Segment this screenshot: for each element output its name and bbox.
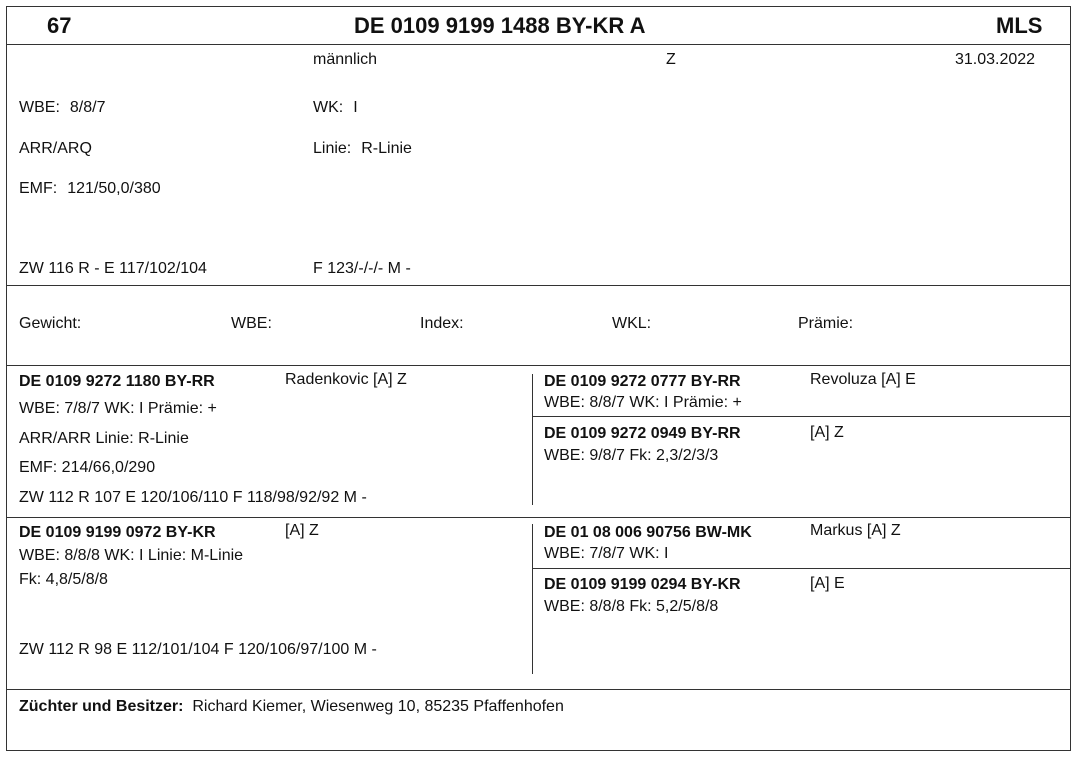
section-divider-1 [6, 285, 1071, 286]
dam-name: [A] Z [285, 522, 319, 539]
animal-id: DE 0109 9199 1488 BY-KR A [354, 13, 646, 38]
catalog-number: 67 [47, 13, 72, 38]
breed-code: MLS [996, 13, 1043, 38]
sire-dam-name: [A] Z [810, 424, 844, 441]
breeder-owner [19, 698, 564, 716]
linie-label: Linie: [313, 140, 352, 157]
sire-name: Radenkovic [A] Z [285, 371, 407, 388]
grandparent-divider-sire [532, 416, 1071, 417]
index-label: Index: [420, 315, 464, 332]
wbe-value: 8/8/7 [69, 99, 106, 116]
dam-id: DE 0109 9199 0972 BY-KR [19, 524, 216, 541]
breeder-owner-value: Richard Kiemer, Wiesenweg 10, 85235 Pfaffenhofen [192, 698, 564, 715]
pedigree-divider-sire [532, 374, 533, 505]
dam-sire-name: Markus [A] Z [810, 522, 901, 539]
gewicht-label: Gewicht: [19, 315, 82, 332]
emf-label: EMF: [19, 180, 58, 197]
header-divider [6, 44, 1071, 45]
pedigree-divider-dam [532, 524, 533, 674]
sire-sire-name: Revoluza [A] E [810, 371, 916, 388]
dam-dam-name: [A] E [810, 575, 845, 592]
wbe-field [19, 99, 105, 117]
genotype: ARR/ARQ [19, 140, 92, 157]
wk-field [313, 99, 358, 117]
sire-line-3: EMF: 214/66,0/290 [19, 459, 156, 476]
sire-line-2: ARR/ARR Linie: R-Linie [19, 430, 189, 447]
linie-field [313, 140, 412, 158]
sire-line-1: WBE: 7/8/7 WK: I Prämie: + [19, 400, 217, 417]
sire-sire-line-1: WBE: 8/8/7 WK: I Prämie: + [544, 394, 742, 411]
dam-line-2: Fk: 4,8/5/8/8 [19, 571, 108, 588]
section-divider-4 [6, 689, 1071, 690]
dam-dam-id: DE 0109 9199 0294 BY-KR [544, 576, 741, 593]
assessment-wbe-label: WBE: [231, 315, 272, 332]
emf-field [19, 180, 161, 198]
sex: männlich [313, 51, 378, 68]
dam-dam-line-1: WBE: 8/8/8 Fk: 5,2/5/8/8 [544, 598, 719, 615]
breeder-owner-label: Züchter und Besitzer: [19, 698, 184, 715]
linie-value: R-Linie [361, 140, 412, 157]
breeding-value-line: ZW 116 R - E 117/102/104 [19, 260, 207, 277]
wk-value: I [353, 99, 358, 116]
dam-sire-line-1: WBE: 7/8/7 WK: I [544, 545, 669, 562]
sire-line-4: ZW 112 R 107 E 120/106/110 F 118/98/92/92 M - [19, 489, 367, 506]
wkl-label: WKL: [612, 315, 652, 332]
dam-line-3: ZW 112 R 98 E 112/101/104 F 120/106/97/100 M - [19, 641, 377, 658]
sire-sire-id: DE 0109 9272 0777 BY-RR [544, 373, 741, 390]
wbe-label: WBE: [19, 99, 60, 116]
grandparent-divider-dam [532, 568, 1071, 569]
section-divider-2 [6, 365, 1071, 366]
date: 31.03.2022 [955, 51, 1036, 68]
f-value-line: F 123/-/-/- M - [313, 260, 411, 277]
dam-line-1: WBE: 8/8/8 WK: I Linie: M-Linie [19, 547, 244, 564]
z-flag: Z [666, 51, 676, 68]
wk-label: WK: [313, 99, 344, 116]
emf-value: 121/50,0/380 [67, 180, 161, 197]
dam-sire-id: DE 01 08 006 90756 BW-MK [544, 524, 752, 541]
sire-id: DE 0109 9272 1180 BY-RR [19, 373, 215, 390]
praemie-label: Prämie: [798, 315, 854, 332]
sire-dam-id: DE 0109 9272 0949 BY-RR [544, 425, 741, 442]
section-divider-3 [6, 517, 1071, 518]
sire-dam-line-1: WBE: 9/8/7 Fk: 2,3/2/3/3 [544, 447, 719, 464]
